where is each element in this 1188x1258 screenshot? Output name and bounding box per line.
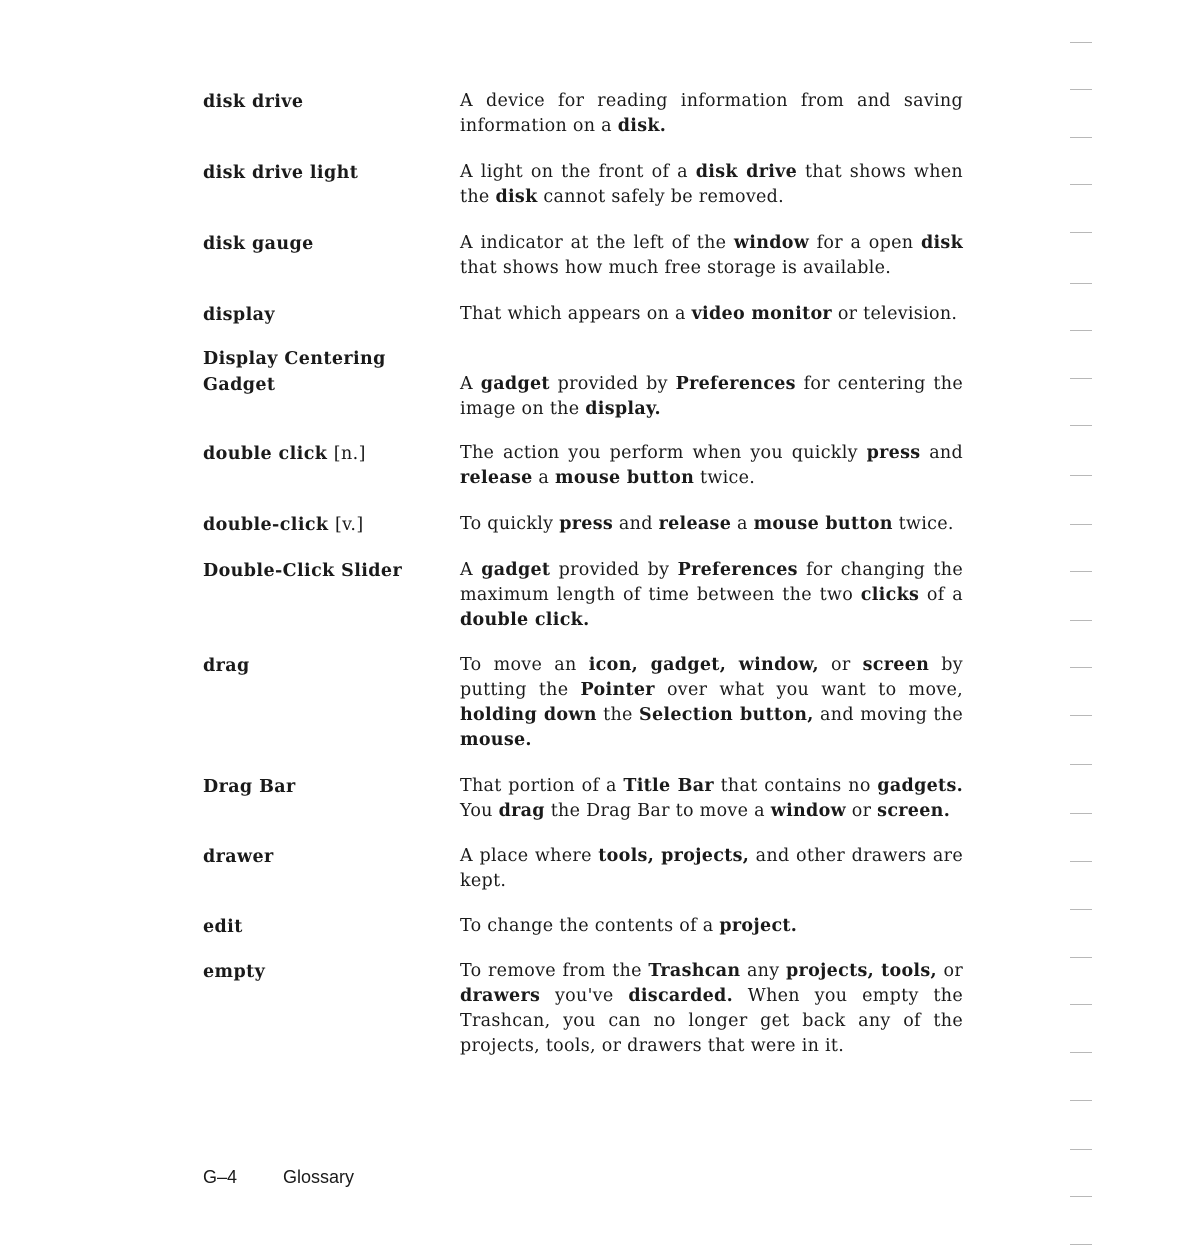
glossary-term-display-centering-gadget xyxy=(203,346,438,398)
definition-text: A light on the front of a xyxy=(460,162,696,182)
glossary-cross-reference: press xyxy=(866,443,921,463)
glossary-definition-double-click-verb xyxy=(460,512,963,537)
definition-text: that contains no xyxy=(713,776,878,796)
definition-text: A xyxy=(460,374,481,394)
definition-text: cannot safely be removed. xyxy=(537,187,785,207)
definition-text: To remove from the xyxy=(460,961,649,981)
definition-text: a xyxy=(731,514,754,534)
definition-text: the Drag Bar to move a xyxy=(544,801,771,821)
edge-mark xyxy=(1070,1244,1092,1245)
definition-text: To move an xyxy=(460,655,589,675)
glossary-term-double-click-slider xyxy=(203,558,438,584)
glossary-cross-reference: Trashcan xyxy=(648,961,741,981)
glossary-term-double-click-noun xyxy=(203,441,438,467)
definition-text: That portion of a xyxy=(460,776,624,796)
glossary-cross-reference: disk. xyxy=(617,116,667,136)
term-text: edit xyxy=(203,917,243,937)
glossary-cross-reference: release xyxy=(658,514,732,534)
glossary-cross-reference: clicks xyxy=(860,585,920,605)
definition-text: and xyxy=(613,514,659,534)
glossary-cross-reference: Preferences xyxy=(677,560,798,580)
glossary-cross-reference: drawers xyxy=(460,986,541,1006)
edge-mark xyxy=(1070,330,1092,331)
glossary-definition-edit xyxy=(460,914,963,939)
glossary-cross-reference: window xyxy=(733,233,810,253)
definition-text: The action you perform when you quickly xyxy=(460,443,867,463)
glossary-cross-reference: icon, gadget, window, xyxy=(588,655,819,675)
edge-mark xyxy=(1070,764,1092,765)
glossary-definition-drag xyxy=(460,653,963,753)
edge-mark xyxy=(1070,1004,1092,1005)
glossary-cross-reference: disk xyxy=(920,233,963,253)
glossary-term-edit xyxy=(203,914,438,940)
glossary-cross-reference: holding down xyxy=(460,705,597,725)
glossary-cross-reference: drag xyxy=(498,801,545,821)
glossary-cross-reference: mouse. xyxy=(460,730,532,750)
glossary-term-display xyxy=(203,302,438,328)
edge-mark xyxy=(1070,137,1092,138)
definition-text: twice. xyxy=(694,468,756,488)
glossary-cross-reference: gadget xyxy=(481,560,551,580)
definition-text: the xyxy=(596,705,640,725)
definition-text: of a xyxy=(919,585,963,605)
glossary-cross-reference: Selection button, xyxy=(639,705,814,725)
edge-mark xyxy=(1070,1149,1092,1150)
glossary-definition-disk-drive-light xyxy=(460,160,963,210)
definition-text: or xyxy=(845,801,878,821)
definition-text: twice. xyxy=(892,514,954,534)
glossary-cross-reference: release xyxy=(460,468,533,488)
glossary-cross-reference: press xyxy=(559,514,614,534)
part-of-speech: [v.] xyxy=(334,515,364,535)
definition-text: any xyxy=(740,961,787,981)
edge-mark xyxy=(1070,283,1092,284)
definition-text: A device for reading information from and saving information on a xyxy=(460,91,963,136)
glossary-definition-double-click-noun xyxy=(460,441,963,491)
term-text-line-2: Gadget xyxy=(203,375,276,395)
edge-mark xyxy=(1070,667,1092,668)
definition-text: To change the contents of a xyxy=(460,916,720,936)
glossary-cross-reference: discarded. xyxy=(628,986,733,1006)
edge-mark xyxy=(1070,42,1092,43)
glossary-cross-reference: Title Bar xyxy=(623,776,714,796)
term-text: double-click xyxy=(203,515,329,535)
definition-text: and xyxy=(920,443,963,463)
glossary-cross-reference: tools, projects, xyxy=(598,846,750,866)
definition-text: that shows how much free storage is available. xyxy=(460,258,892,278)
glossary-definition-disk-drive xyxy=(460,89,963,139)
edge-mark xyxy=(1070,1052,1092,1053)
definition-text: provided by xyxy=(549,374,676,394)
glossary-cross-reference: disk xyxy=(495,187,538,207)
edge-mark xyxy=(1070,715,1092,716)
edge-mark xyxy=(1070,1100,1092,1101)
definition-text: you've xyxy=(540,986,629,1006)
definition-text: or xyxy=(936,961,963,981)
edge-mark xyxy=(1070,524,1092,525)
definition-text: by putting the xyxy=(460,655,963,700)
glossary-cross-reference: screen xyxy=(862,655,930,675)
term-text-line-1: Display Centering xyxy=(203,349,386,369)
term-text: empty xyxy=(203,962,266,982)
glossary-cross-reference: mouse button xyxy=(753,514,893,534)
term-text: disk drive xyxy=(203,92,304,112)
edge-mark xyxy=(1070,957,1092,958)
edge-mark xyxy=(1070,813,1092,814)
glossary-cross-reference: projects, tools, xyxy=(786,961,937,981)
part-of-speech: [n.] xyxy=(333,444,366,464)
glossary-definition-drawer xyxy=(460,844,963,894)
term-text: drag xyxy=(203,656,250,676)
term-text: disk drive light xyxy=(203,163,359,183)
term-text: double click xyxy=(203,444,328,464)
definition-text: When you empty the Trashcan, you can no longer get back any of the projects, tools, or drawers that were in it. xyxy=(460,986,963,1056)
definition-text: or television. xyxy=(831,304,958,324)
glossary-term-drag-bar xyxy=(203,774,438,800)
definition-text: To quickly xyxy=(460,514,560,534)
glossary-cross-reference: project. xyxy=(719,916,798,936)
glossary-definition-drag-bar xyxy=(460,774,963,824)
edge-mark xyxy=(1070,909,1092,910)
term-text: disk gauge xyxy=(203,234,314,254)
glossary-term-empty xyxy=(203,959,438,985)
definition-text: provided by xyxy=(550,560,678,580)
term-text: display xyxy=(203,305,275,325)
glossary-cross-reference: Pointer xyxy=(580,680,655,700)
edge-mark xyxy=(1070,861,1092,862)
glossary-term-disk-gauge xyxy=(203,231,438,257)
section-title: Glossary xyxy=(283,1167,355,1187)
page-number: G–4 xyxy=(203,1167,238,1187)
definition-text: A place where xyxy=(460,846,599,866)
edge-mark xyxy=(1070,232,1092,233)
edge-mark xyxy=(1070,620,1092,621)
definition-text: and moving the xyxy=(813,705,963,725)
glossary-cross-reference: mouse button xyxy=(555,468,695,488)
glossary-definition-empty xyxy=(460,959,963,1059)
glossary-definition-double-click-slider xyxy=(460,558,963,633)
definition-text: You xyxy=(460,801,499,821)
definition-text: A indicator at the left of the xyxy=(460,233,734,253)
edge-mark xyxy=(1070,571,1092,572)
glossary-definition-display-centering-gadget xyxy=(460,372,963,422)
glossary-definition-disk-gauge xyxy=(460,231,963,281)
edge-mark xyxy=(1070,1196,1092,1197)
glossary-term-disk-drive-light xyxy=(203,160,438,186)
glossary-cross-reference: Preferences xyxy=(675,374,796,394)
definition-text: a xyxy=(532,468,556,488)
definition-text: That which appears on a xyxy=(460,304,692,324)
edge-mark xyxy=(1070,184,1092,185)
edge-mark xyxy=(1070,425,1092,426)
glossary-term-double-click-verb xyxy=(203,512,438,538)
definition-text: A xyxy=(460,560,482,580)
term-text: Drag Bar xyxy=(203,777,296,797)
glossary-cross-reference: gadget xyxy=(480,374,550,394)
glossary-cross-reference: display. xyxy=(585,399,661,419)
glossary-term-drag xyxy=(203,653,438,679)
definition-text: for centering the image on the xyxy=(460,374,963,419)
definition-text: over what you want to move, xyxy=(654,680,963,700)
definition-text: and other drawers are kept. xyxy=(460,846,963,891)
definition-text: for a open xyxy=(809,233,921,253)
definition-text: that shows when the xyxy=(460,162,963,207)
edge-mark xyxy=(1070,378,1092,379)
term-text: drawer xyxy=(203,847,274,867)
glossary-cross-reference: video monitor xyxy=(691,304,832,324)
glossary-term-disk-drive xyxy=(203,89,438,115)
glossary-cross-reference: disk drive xyxy=(695,162,798,182)
page-footer xyxy=(203,1164,354,1190)
edge-mark xyxy=(1070,475,1092,476)
glossary-cross-reference: window xyxy=(770,801,846,821)
glossary-term-drawer xyxy=(203,844,438,870)
term-text: Double-Click Slider xyxy=(203,561,403,581)
definition-text: or xyxy=(818,655,863,675)
glossary-definition-display xyxy=(460,302,963,327)
glossary-cross-reference: double click. xyxy=(460,610,590,630)
definition-text: for changing the maximum length of time between the two xyxy=(460,560,963,605)
glossary-cross-reference: gadgets. xyxy=(877,776,963,796)
glossary-cross-reference: screen. xyxy=(877,801,951,821)
edge-mark xyxy=(1070,89,1092,90)
